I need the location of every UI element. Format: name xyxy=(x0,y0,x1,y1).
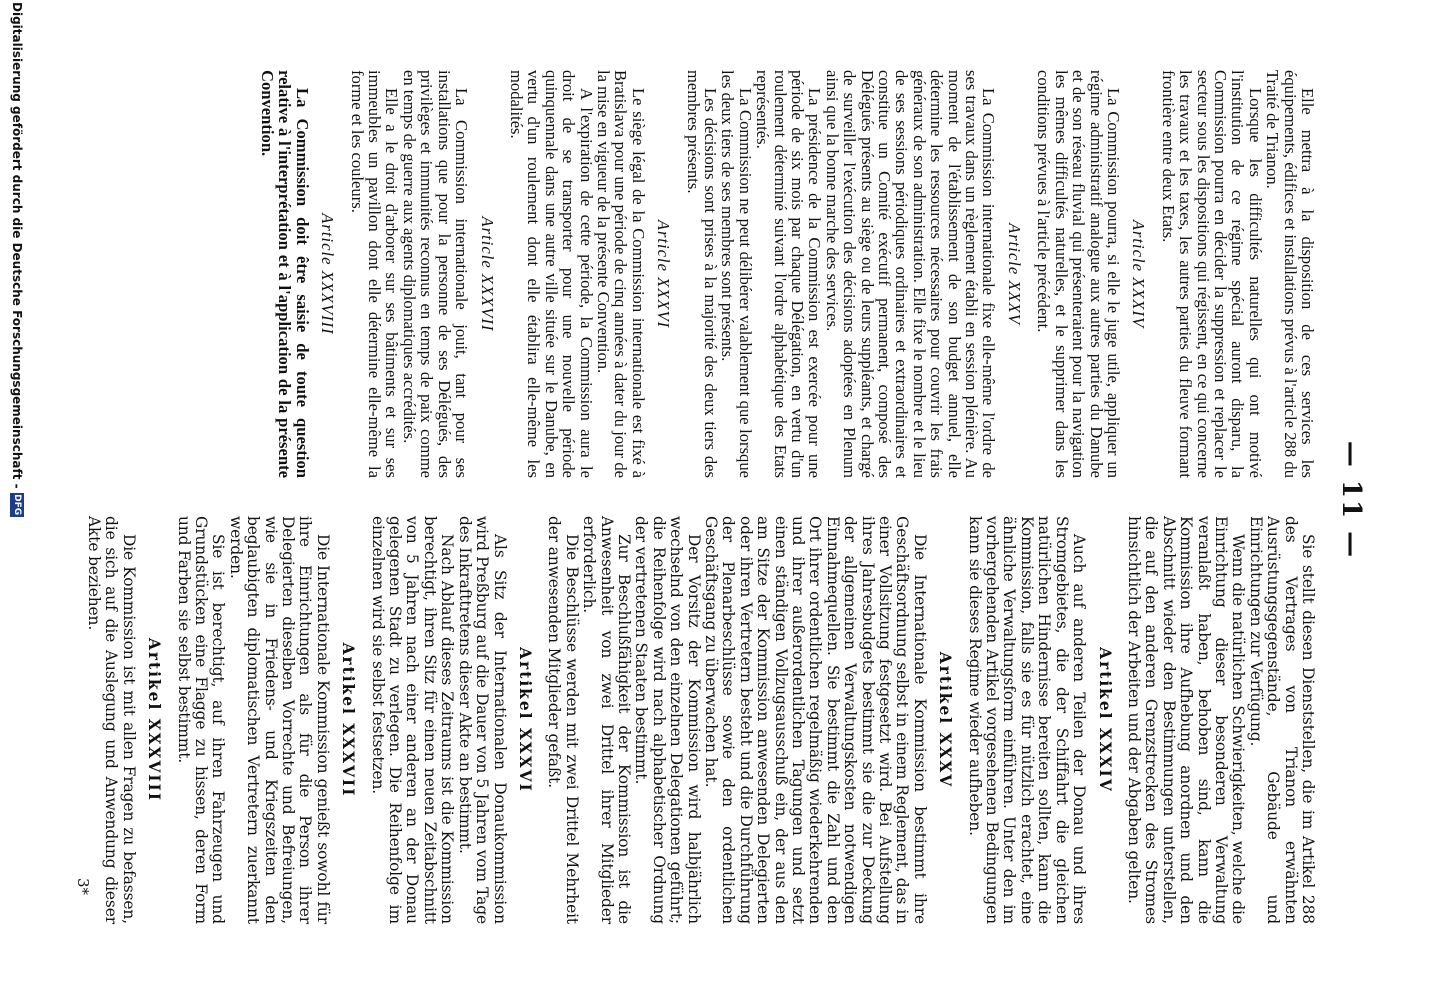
paragraph: La Commission internationale fixe elle-même l'ordre de ses travaux dans un règlement établi en session plénière. Au moment de l'établissement de son budget annuel, elle détermine les ressources nécessaires pour couvrir les frais généraux de son administration. Elle fixe le nombre et le lieu de ses sessions périodiques ordinaires et extraordinaires et constitue un Comité exécutif permanent, composé des Délégués présents au siège ou de leurs suppléants, et chargé de surveiller l'exécution des décisions adoptées en Plenum ainsi que la bonne marche des services. xyxy=(822,70,999,478)
paragraph: Sie ist berechtigt, auf ihren Fahrzeugen und Grundstücken eine Flagge zu hissen, deren Form und Farben sie selbst bestimmt. xyxy=(174,516,228,924)
paragraph: Der Vorsitz der Kommission wird halbjährlich wechselnd von den einzelnen Delegationen geführt; die Reihenfolge wird nach alphabetischer Ordnung der vertretenen Staaten bestimmt. xyxy=(632,516,703,924)
paragraph: Sie stellt diesen Dienststellen, die im Artikel 288 des Vertrages von Trianon erwähnten Ausrüstungsgegenstände, Gebäude und Einrichtungen zur Verfügung. xyxy=(1246,516,1317,924)
paragraph: Die Kommission ist mit allen Fragen zu befassen, die sich auf die Auslegung und Anwendung dieser Akte beziehen. xyxy=(85,516,138,924)
article-heading: Article XXXVIII xyxy=(318,213,338,335)
paragraph: Die Internationale Kommission bestimmt ihre Geschäftsordnung selbst in einem Reglement, das in einer Vollsitzung festgesetzt wird. Bei Aufstellung ihres Jahresbudgets bestimmt sie die zur Deckung der allgemeinen Verwaltungskosten notwendigen Einnahmequellen. Sie bestimmt die Zahl und den Ort ihrer ordentlichen regelmäßig wiederkehrenden und ihrer außerordentlichen Tagungen und setzt einen ständigen Vollzugsausschuß ein, der aus den am Sitze der Kommission anwesenden Delegierten oder ihren Vertretern besteht und die Durchführung der Plenarbeschlüsse sowie den ordentlichen Geschäftsgang zu überwachen hat. xyxy=(702,516,929,924)
paragraph: A l'expiration de cette période, la Commission aura le droit de se transporter pour une nouvelle période quinquennale dans une autre ville située sur le Danube, en vertu d'un roulement dont elle établira elle-même les modalités. xyxy=(506,70,596,478)
dfg-logo-icon: DFG xyxy=(12,494,22,516)
german-column xyxy=(85,516,1316,924)
article-heading: Article XXXIV xyxy=(1129,219,1149,329)
paragraph: La Commission pourra, si elle le juge utile, appliquer un régime administratif analogue aux autres parties du Danube et de son réseau fluvial qui présenteraient pour la navigation les mêmes difficultés naturelles, et le supprimer dans les conditions prévues à l'article précédent. xyxy=(1034,70,1123,478)
article-heading: Artikel XXXIV xyxy=(1095,647,1114,793)
paragraph: La Commission ne peut délibérer valablement que lorsque les deux tiers de ses membres sont présents. xyxy=(718,70,755,478)
paragraph: La Commission doit être saisie de toute question relative à l'interprétation et à l'application de la présente Convention. xyxy=(258,70,312,478)
paragraph: Elle a le droit d'arborer sur ses bâtiments et sur ses immeubles un pavillon dont elle détermine elle-même la forme et les couleurs. xyxy=(347,70,402,478)
paragraph: Zur Beschlußfähigkeit der Kommission ist die Anwesenheit von zwei Drittel ihrer Mitglieder erforderlich. xyxy=(580,516,633,924)
article-heading: Article XXXV xyxy=(1004,223,1024,325)
page-number: — 11 — xyxy=(1336,440,1366,560)
article-heading: Artikel XXXV xyxy=(936,651,955,789)
paragraph: Nach Ablauf dieses Zeitraums ist die Kommission berechtigt, ihren Sitz für einen neuen Zeitabschnitt von 5 Jahren nach einer anderen an der Donau gelegenen Stadt zu verlegen. Die Reihenfolge im einzelnen wird sie selbst festsetzen. xyxy=(368,516,457,924)
paragraph: Lorsque les difficultés naturelles qui ont motivé l'institution de ce régime spécial auront disparu, la Commission pourra en décider la suppression et replacer le secteur sous les dispositions qui régissent, en ce qui concerne les travaux et les taxes, les autres parties du fleuve formant frontière entre deux Etats. xyxy=(1158,70,1265,478)
signature-mark: 3* xyxy=(74,878,92,896)
digitization-footer xyxy=(2,0,32,1000)
article-heading: Artikel XXXVII xyxy=(339,642,358,798)
paragraph: Auch auf anderen Teilen der Donau und ihres Stromgebietes, die der Schiffahrt die gleichen natürlichen Hindernisse bereiten sollten, kann die Kommission, falls sie es für nützlich erachtet, eine ähnliche Verwaltungsform einführen. Unter den im vorhergehenden Artikel vorgesehenen Bedingungen kann sie dieses Regime wieder aufheben. xyxy=(965,516,1089,924)
article-heading: Article XXXVII xyxy=(477,216,497,332)
paragraph: Wenn die natürlichen Schwierigkeiten, welche die Einrichtung dieser besonderen Verwaltung veranlaßt haben, behoben sind, kann die Kommission ihre Aufhebung anordnen und den Abschnitt wieder den Bestimmungen unterstellen, die auf den anderen Grenzstrecken des Stromes hinsichtlich der Arbeiten und der Abgaben gelten. xyxy=(1124,516,1248,924)
paragraph: La Commission internationale jouit, tant pour ses installations que pour la personne de ses Délégués, des privilèges et immunités reconnus en temps de paix comme en temps de guerre aux agents diplomatiques accrédités. xyxy=(399,70,472,478)
paragraph: Elle mettra à la disposition de ces services les équipements, édifices et installations prévus à l'article 288 du Traité de Trianon. xyxy=(1263,70,1317,478)
paragraph: Die Internationale Kommission genießt sowohl für ihre Einrichtungen als für die Person ihrer Delegierten dieselben Vorrechte und Befreiungen, wie sie in Friedens- und Kriegszeiten den beglaubigten diplomatischen Vertretern zuerkannt werden. xyxy=(226,516,332,924)
paragraph: Die Beschlüsse werden mit zwei Drittel Mehrheit der anwesenden Mitglieder gefaßt. xyxy=(545,516,581,924)
footer-text: Digitalisierung gefördert durch die Deutsche Forschungsgemeinschaft - xyxy=(10,2,24,489)
article-heading: Artikel XXXVIII xyxy=(145,637,164,803)
article-heading: Article XXXVI xyxy=(654,219,674,329)
article-heading: Artikel XXXVI xyxy=(515,647,534,793)
paragraph: Les décisions sont prises à la majorité des deux tiers des membres présents. xyxy=(683,70,720,478)
paragraph: La présidence de la Commission est exercée pour une période de six mois par chaque Délégation, en vertu d'un roulement déterminé suivant l'ordre alphabétique des Etats représentés. xyxy=(753,70,825,478)
french-column xyxy=(259,70,1316,478)
paragraph: Le siège légal de la Commission internationale est fixé à Bratislava pour une période de cinq années à dater du jour de la mise en vigueur de la présente Convention. xyxy=(593,70,648,478)
paragraph: Als Sitz der Internationalen Donaukommission wird Preßburg auf die Dauer von 5 Jahren vom Tage des Inkrafttretens dieser Akte an bestimmt. xyxy=(455,516,509,924)
